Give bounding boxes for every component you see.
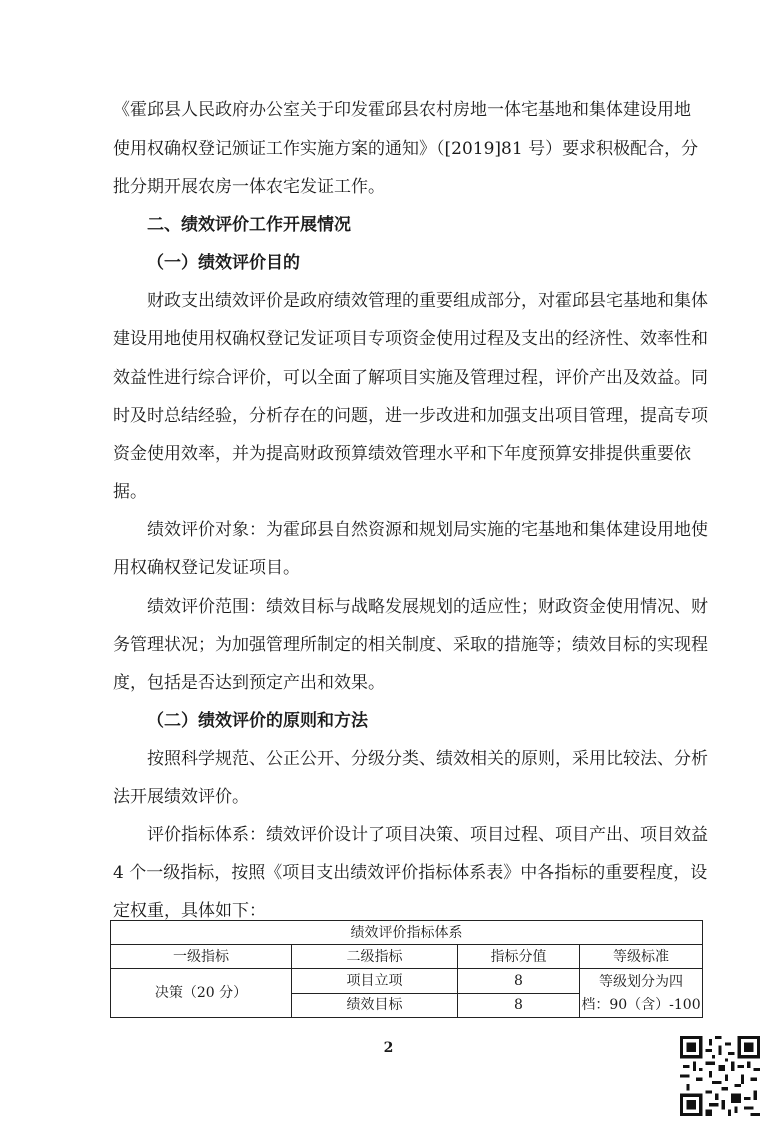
metrics-table	[110, 920, 703, 1018]
table-title-row	[111, 921, 703, 945]
body-line: 按照科学规范、公正公开、分级分类、绩效相关的原则，采用比较法、分析	[147, 749, 708, 769]
body-line: 使用权确权登记颁证工作实施方案的通知》（[2019]81 号）要求积极配合，分	[113, 139, 699, 159]
table-group-cell: 决策（20 分）	[111, 969, 292, 1018]
body-line: 评价指标体系：绩效评价设计了项目决策、项目过程、项目产出、项目效益	[147, 825, 708, 845]
body-line: 资金使用效率，并为提高财政预算绩效管理水平和下年度预算安排提供重要依	[113, 444, 691, 464]
table-cell: 绩效目标	[292, 993, 458, 1018]
body-line: 批分期开展农房一体农宅发证工作。	[113, 177, 385, 197]
body-line: 度，包括是否达到预定产出和效果。	[113, 673, 385, 693]
page-number: 2	[383, 1040, 394, 1056]
body-line: 绩效评价范围：绩效目标与战略发展规划的适应性；财政资金使用情况、财	[147, 597, 708, 617]
body-line: 法开展绩效评价。	[113, 787, 249, 807]
grade-line: 档：90（含）-100	[581, 997, 701, 1013]
table-title: 绩效评价指标体系	[111, 921, 703, 945]
body-line: 用权确权登记发证项目。	[113, 558, 300, 578]
subsection-heading: （二）绩效评价的原则和方法	[147, 711, 368, 731]
table-row	[111, 969, 703, 994]
body-line: 4 个一级指标，按照《项目支出绩效评价指标体系表》中各指标的重要程度，设	[113, 863, 708, 883]
body-line: 《霍邱县人民政府办公室关于印发霍邱县农村房地一体宅基地和集体建设用地	[113, 100, 691, 120]
body-line: 时及时总结经验，分析存在的问题，进一步改进和加强支出项目管理，提高专项	[113, 406, 708, 426]
section-heading: 二、绩效评价工作开展情况	[147, 215, 351, 235]
table-header-cell: 等级标准	[580, 945, 703, 969]
table-grade-cell	[580, 969, 703, 1018]
table-header-cell: 指标分值	[458, 945, 580, 969]
table-cell: 项目立项	[292, 969, 458, 994]
body-line: 财政支出绩效评价是政府绩效管理的重要组成部分，对霍邱县宅基地和集体	[147, 291, 708, 311]
body-line: 绩效评价对象：为霍邱县自然资源和规划局实施的宅基地和集体建设用地使	[147, 520, 708, 540]
body-line: 定权重，具体如下：	[113, 901, 266, 921]
body-line: 据。	[113, 482, 147, 502]
qr-code-icon	[680, 1036, 760, 1116]
body-line: 建设用地使用权确权登记发证项目专项资金使用过程及支出的经济性、效率性和	[113, 329, 708, 349]
table-cell: 8	[458, 993, 580, 1018]
table-header-cell: 二级指标	[292, 945, 458, 969]
grade-line: 等级划分为四	[599, 974, 683, 990]
body-line: 效益性进行综合评价，可以全面了解项目实施及管理过程，评价产出及效益。同	[113, 368, 708, 388]
table-header-cell: 一级指标	[111, 945, 292, 969]
table-cell: 8	[458, 969, 580, 994]
body-line: 务管理状况；为加强管理所制定的相关制度、采取的措施等；绩效目标的实现程	[113, 635, 708, 655]
subsection-heading: （一）绩效评价目的	[147, 253, 300, 273]
table-header-row	[111, 945, 703, 969]
